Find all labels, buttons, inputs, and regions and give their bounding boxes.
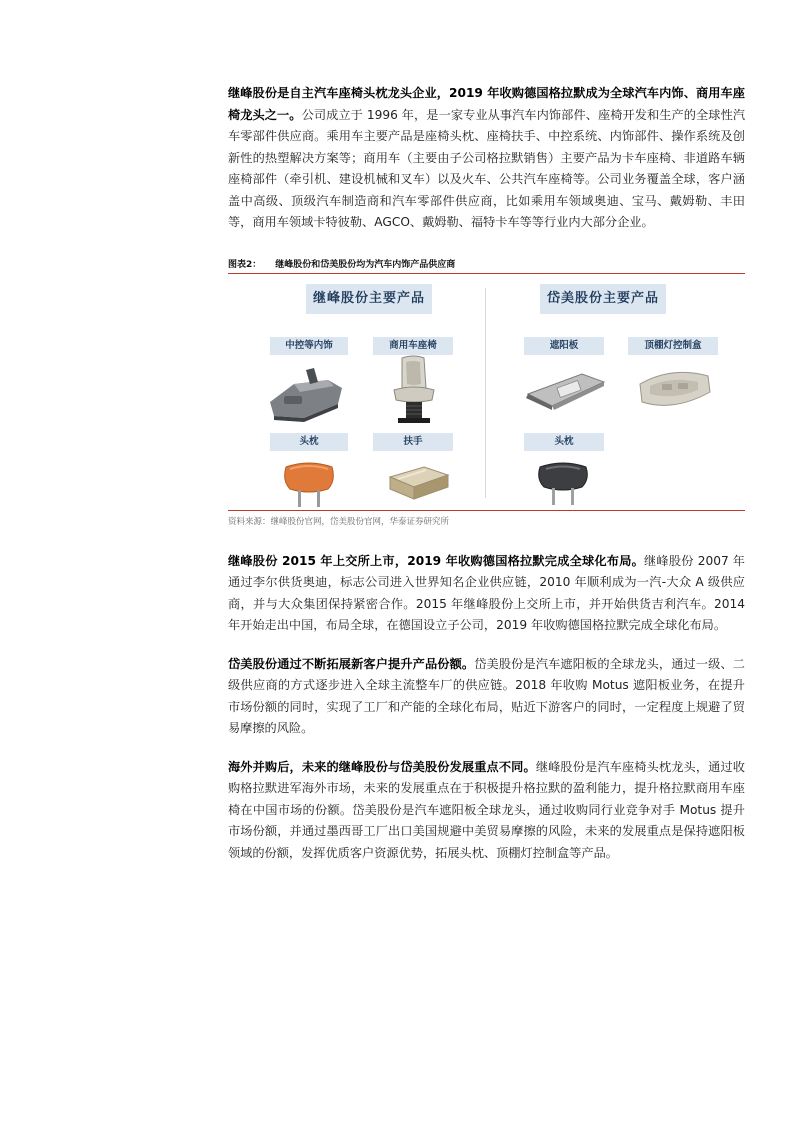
paragraph-2-body: 继峰股份 2007 年通过李尔供货奥迪，标志公司进入世界知名企业供应链，2010 年顺利成为一汽-大众 A 级供应商，并与大众集团保持紧密合作。2015 年继峰股份上交所上市，并开始供货吉利汽车。2014 年开始走出中国，布局全球，在德国设立子公司，2019 年收购德国格拉默完成全球化布局。	[228, 553, 745, 632]
figure-source: 资料来源：继峰股份官网，岱美股份官网，华泰证券研究所	[228, 516, 450, 527]
paragraph-1-lead: 继峰股份是自主汽车座椅头枕龙头企业，2019 年收购德国格拉默成为全球汽车内饰、商用车座椅龙头之一。	[228, 86, 745, 122]
armrest-image	[384, 459, 452, 505]
page-content	[228, 83, 745, 881]
paragraph-4-lead: 海外并购后，未来的继峰股份与岱美股份发展重点不同。	[228, 759, 536, 774]
headrest-black-image	[534, 459, 592, 505]
figure-divider	[485, 288, 486, 498]
figure-caption	[228, 257, 745, 274]
tag-headrest-right: 头枕	[524, 433, 604, 451]
sunvisor-image	[524, 364, 608, 414]
tag-armrest: 扶手	[373, 433, 453, 451]
figure-title: 继峰股份和岱美股份均为汽车内饰产品供应商	[275, 259, 456, 270]
paragraph-3-lead: 岱美股份通过不断拓展新客户提升产品份额。	[228, 656, 475, 671]
left-heading-banner: 继峰股份主要产品	[306, 284, 432, 314]
tag-headrest-left: 头枕	[270, 433, 348, 451]
product-figure	[228, 274, 745, 511]
paragraph-2-lead: 继峰股份 2015 年上交所上市，2019 年收购德国格拉默完成全球化布局。	[228, 553, 645, 568]
commercial-seat-image	[386, 354, 442, 426]
paragraph-1	[228, 83, 745, 234]
tag-commercial-seat: 商用车座椅	[373, 337, 453, 355]
paragraph-2	[228, 551, 745, 637]
overhead-console-image	[632, 362, 716, 418]
center-console-image	[264, 362, 346, 424]
tag-console: 中控等内饰	[270, 337, 348, 355]
paragraph-3-body: 岱美股份是汽车遮阳板的全球龙头，通过一级、二级供应商的方式逐步进入全球主流整车厂的供应链。2018 年收购 Motus 遮阳板业务，在提升市场份额的同时，实现了工厂和产能的全球化布局，贴近下游客户的同时，一定程度上规避了贸易摩擦的风险。	[228, 656, 745, 735]
tag-sunvisor: 遮阳板	[524, 337, 604, 355]
paragraph-4-body: 继峰股份是汽车座椅头枕龙头，通过收购格拉默进军海外市场，未来的发展重点在于积极提升格拉默的盈利能力，提升格拉默商用车座椅在中国市场的份额。岱美股份是汽车遮阳板全球龙头，通过收购同行业竞争对手 Motus 提升市场份额，并通过墨西哥工厂出口美国规避中美贸易摩擦的风险，未来的发展重点是保持遮阳板领域的份额，发挥优质客户资源优势，拓展头枕、顶棚灯控制盒等产品。	[228, 759, 745, 860]
paragraph-4	[228, 757, 745, 865]
figure-number: 图表2：	[228, 259, 262, 270]
paragraph-3	[228, 654, 745, 740]
headrest-orange-image	[280, 459, 338, 507]
paragraph-1-body: 公司成立于 1996 年，是一家专业从事汽车内饰部件、座椅开发和生产的全球性汽车零部件供应商。乘用车主要产品是座椅头枕、座椅扶手、中控系统、内饰部件、操作系统及创新性的热塑解决方案等；商用车（主要由子公司格拉默销售）主要产品为卡车座椅、非道路车辆座椅部件（牵引机、建设机械和叉车）以及火车、公共汽车座椅等。公司业务覆盖全球，客户涵盖中高级、顶级汽车制造商和汽车零部件供应商，比如乘用车领域奥迪、宝马、戴姆勒、丰田等，商用车领域卡特彼勒、AGCO、戴姆勒、福特卡车等等行业内大部分企业。	[228, 107, 746, 229]
tag-overhead-console: 顶棚灯控制盒	[628, 337, 718, 355]
right-heading-banner: 岱美股份主要产品	[540, 284, 666, 314]
